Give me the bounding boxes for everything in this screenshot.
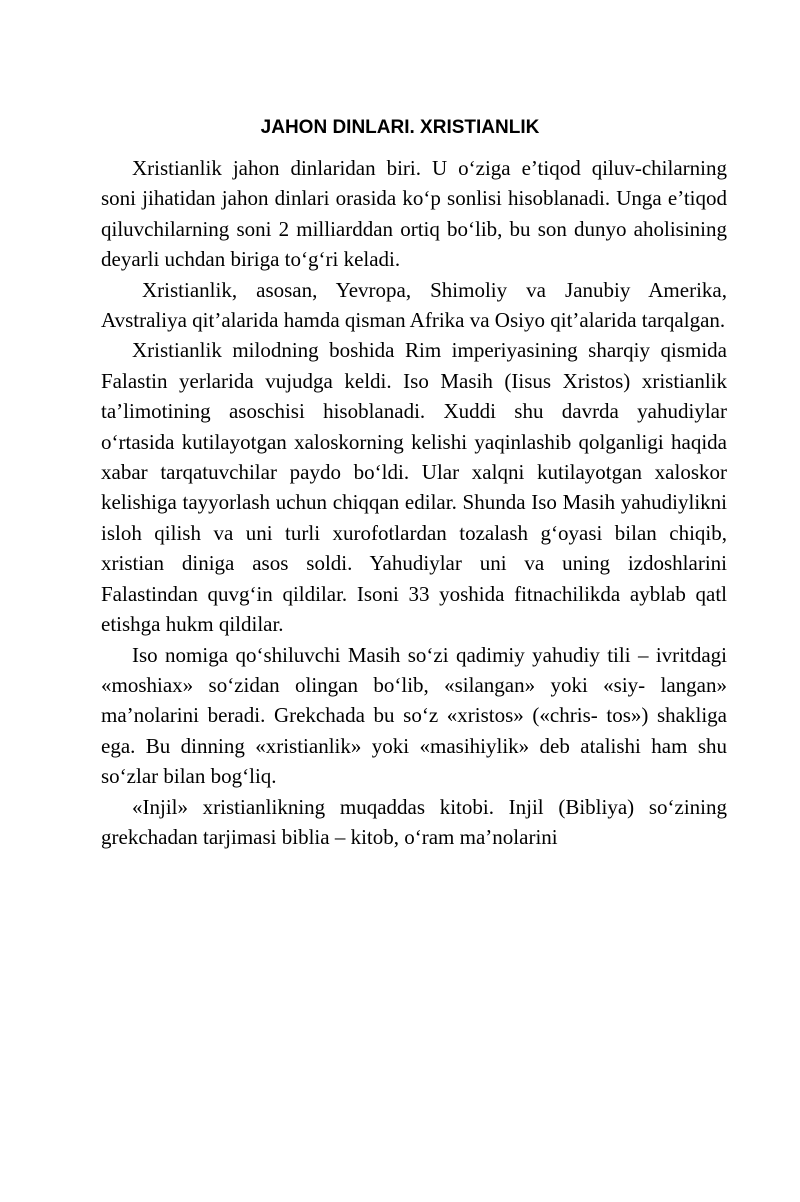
paragraph-1: Xristianlik jahon dinlaridan biri. U o‘ziga e’tiqod qiluv-chilarning soni jihatidan jahon dinlari orasida ko‘p sonlisi hisoblanadi. Unga e’tiqod qiluvchilarning soni 2 milliarddan ortiq bo‘lib, bu son dunyo aholisining deyarli uchdan biriga to‘g‘ri keladi.	[101, 156, 727, 272]
page-title: JAHON DINLARI. XRISTIANLIK	[260, 117, 540, 138]
paragraph-4: Iso nomiga qo‘shiluvchi Masih so‘zi qadimiy yahudiy tili – ivritdagi «moshiax» so‘zidan olingan bo‘lib, «silangan» yoki «siy- langan» ma’nolarini beradi. Grekchada bu so‘z «xristos» («chris- tos») shakliga ega. Bu dinning «xristianlik» yoki «masihiylik» deb atalishi ham shu so‘zlar bilan bog‘liq.	[101, 642, 727, 789]
paragraph-2: Xristianlik, asosan, Yevropa, Shimoliy va Janubiy Amerika, Avstraliya qit’alarida hamda qisman Afrika va Osiyo qit’alarida tarqalgan.	[101, 277, 727, 333]
body-text	[101, 153, 727, 852]
paragraph-3: Xristianlik milodning boshida Rim imperiyasining sharqiy qismida Falastin yerlarida vujudga keldi. Iso Masih (Iisus Xristos) xristianlik ta’limotining asoschisi hisoblanadi. Xuddi shu davrda yahudiylar o‘rtasida kutilayotgan xaloskorning kelishi yaqinlashib qolganligi haqida xabar tarqatuvchilar paydo bo‘ldi. Ular xalqni kutilayotgan xaloskor kelishiga tayyorlash uchun chiqqan edilar. Shunda Iso Masih yahudiylikni isloh qilish va uni turli xurofotlardan tozalash g‘oyasi bilan chiqib, xristian diniga asos soldi. Yahudiylar uni va uning izdoshlarini Falastindan quvg‘in qildilar. Isoni 33 yoshida fitnachilikda ayblab qatl etishga hukm qildilar.	[101, 338, 727, 637]
paragraph-5: «Injil» xristianlikning muqaddas kitobi. Injil (Bibliya) so‘zining grekchadan tarjimasi biblia – kitob, o‘ram ma’nolarini	[101, 794, 727, 849]
